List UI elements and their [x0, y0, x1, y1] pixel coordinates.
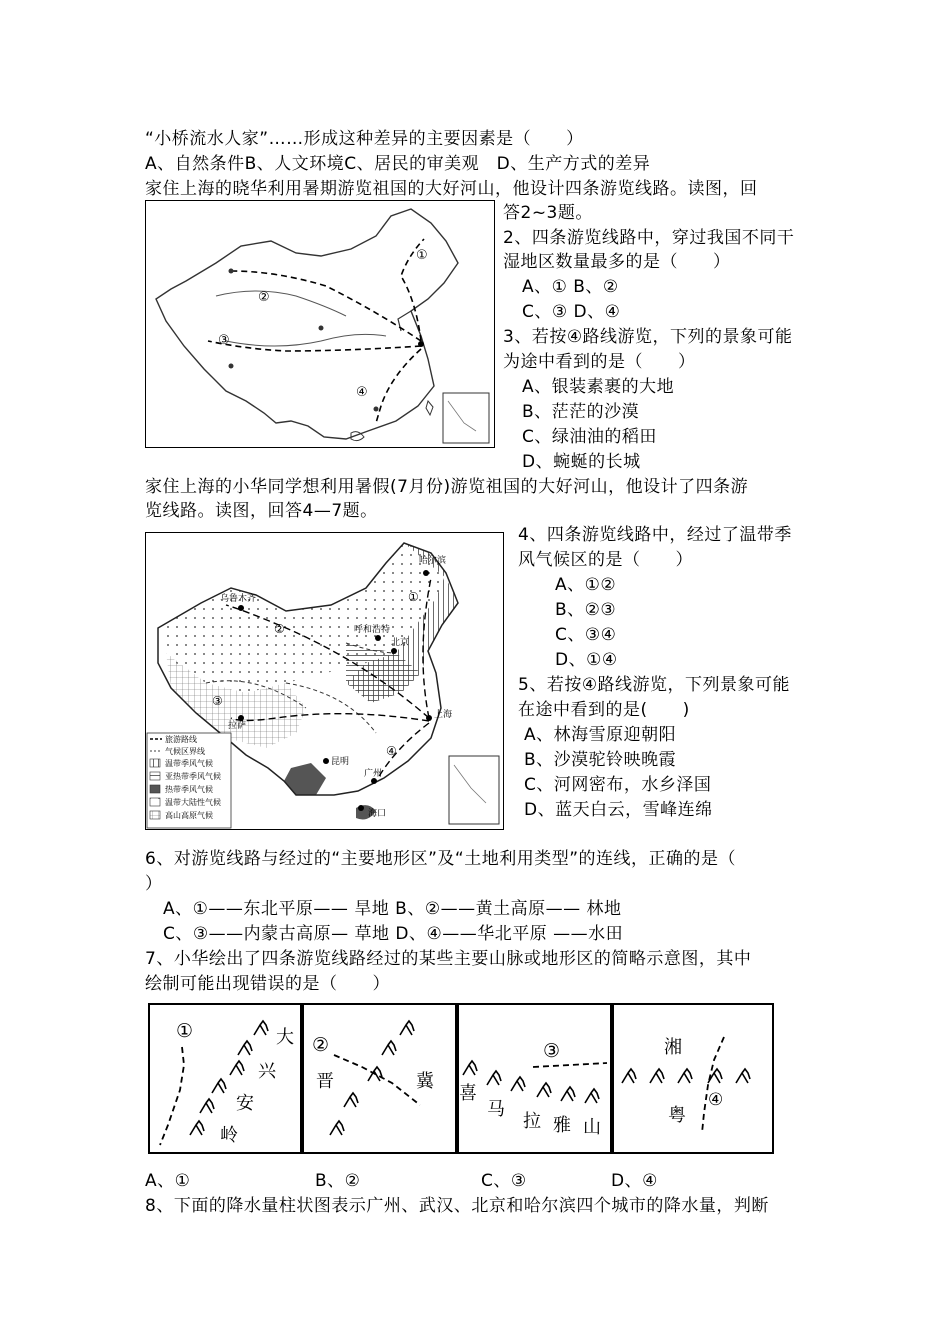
- q6-options-cd: C、③——内蒙古高原— 草地 D、④——华北平原 ——水田: [163, 924, 624, 944]
- legend-item-plateau: 高山高原气候: [165, 811, 213, 820]
- q3-option-c: C、绿油油的稻田: [522, 427, 657, 447]
- q4-stem-cont: 风气候区的是（ ）: [518, 550, 693, 570]
- panel2-char-ji: 冀: [416, 1071, 434, 1092]
- map1-label-r1: ①: [416, 248, 428, 263]
- q6-stem: 6、对游览线路与经过的“主要地形区”及“土地利用类型”的连线，正确的是（: [145, 849, 737, 869]
- section1-stem-cont: 答2~3题。: [503, 203, 593, 223]
- q7-option-c: C、③: [481, 1171, 527, 1191]
- panel4-number: ④: [708, 1090, 724, 1110]
- panel1-char-xing: 兴: [258, 1061, 276, 1082]
- panel4-char-yue: 粤: [668, 1105, 686, 1126]
- q3-option-b: B、茫茫的沙漠: [522, 402, 640, 422]
- q4-option-c: C、③④: [555, 625, 617, 645]
- q8-stem: 8、下面的降水量柱状图表示广州、武汉、北京和哈尔滨四个城市的降水量，判断: [145, 1196, 769, 1216]
- map2-label-harbin: 哈尔滨: [419, 556, 447, 566]
- q2-options-cd: C、③ D、④: [522, 302, 621, 322]
- map1-label-r3: ③: [218, 333, 230, 348]
- map2-label-r1: ①: [408, 590, 419, 604]
- map2-label-urumqi: 乌鲁木齐: [220, 594, 257, 604]
- panel3-char-ma: 马: [487, 1099, 505, 1120]
- q5-stem-cont: 在途中看到的是( ): [518, 700, 690, 720]
- q6-options-ab: A、①——东北平原—— 旱地 B、②——黄土高原—— 林地: [163, 899, 622, 919]
- q7-panel-3: [455, 1003, 614, 1154]
- legend-item-temperate-monsoon: 温带季风气候: [165, 759, 213, 768]
- q6-stem-cont: ）: [145, 874, 163, 894]
- legend-item-tropical-monsoon: 热带季风气候: [165, 785, 213, 794]
- map2-label-r3: ③: [212, 694, 223, 708]
- route-map-1: [145, 200, 495, 448]
- q5-option-d: D、蓝天白云，雪峰连绵: [524, 800, 713, 820]
- section2-stem: 家住上海的小华同学想利用暑假(7月份)游览祖国的大好河山，他设计了四条游: [145, 477, 749, 497]
- q7-panel-1: [148, 1003, 304, 1154]
- climate-legend: [147, 733, 231, 828]
- panel3-char-ya: 雅: [553, 1115, 571, 1136]
- section1-stem: 家住上海的晓华利用暑期游览祖国的大好河山，他设计四条游览线路。读图，回: [145, 179, 758, 199]
- q3-option-d: D、蜿蜒的长城: [522, 452, 641, 472]
- panel3-char-xi: 喜: [459, 1083, 477, 1104]
- map2-label-haikou: 海口: [368, 809, 387, 819]
- q5-option-a: A、林海雪原迎朝阳: [524, 725, 677, 745]
- q4-option-d: D、①④: [555, 650, 618, 670]
- intro-line-1: “小桥流水人家”……形成这种差异的主要因素是（ ）: [145, 129, 584, 149]
- china-climate-map-2: [146, 533, 503, 829]
- panel1-number: ①: [176, 1020, 194, 1042]
- map2-label-beijing: 北京: [391, 638, 410, 648]
- panel2-number: ②: [312, 1034, 330, 1056]
- q7-panel-4: [610, 1003, 774, 1154]
- map1-label-r2: ②: [258, 290, 270, 305]
- intro-options: A、自然条件B、人文环境C、居民的审美观 D、生产方式的差异: [145, 154, 651, 174]
- map2-label-lhasa: 拉萨: [228, 721, 247, 731]
- map2-label-shanghai: 上海: [434, 710, 453, 720]
- q3-stem-cont: 为途中看到的是（ ）: [503, 352, 696, 372]
- map2-label-guangzhou: 广州: [364, 769, 383, 779]
- q7-stem: 7、小华绘出了四条游览线路经过的某些主要山脉或地形区的简略示意图，其中: [145, 949, 752, 969]
- legend-item-route: 旅游路线: [165, 735, 197, 744]
- q5-option-c: C、河网密布，水乡泽国: [524, 775, 712, 795]
- panel3-number: ③: [543, 1040, 561, 1062]
- route-map-2: [145, 532, 504, 830]
- q7-panel-2: [300, 1003, 459, 1154]
- map2-label-hohhot: 呼和浩特: [354, 625, 391, 635]
- panel4-char-xiang: 湘: [664, 1037, 682, 1058]
- q2-options-ab: A、① B、②: [522, 277, 619, 297]
- legend-item-subtropical-monsoon: 亚热带季风气候: [165, 772, 221, 781]
- q7-stem-cont: 绘制可能出现错误的是（ ）: [145, 974, 390, 994]
- q4-option-b: B、②③: [555, 600, 617, 620]
- q2-stem-cont: 湿地区数量最多的是（ ）: [503, 252, 731, 272]
- q4-stem: 4、四条游览线路中，经过了温带季: [518, 525, 792, 545]
- q7-option-b: B、②: [315, 1171, 361, 1191]
- china-outline-map-1: [146, 201, 494, 447]
- q7-option-a: A、①: [145, 1171, 191, 1191]
- panel3-char-la: 拉: [523, 1111, 541, 1132]
- map2-label-kunming: 昆明: [331, 757, 350, 767]
- legend-item-boundary: 气候区界线: [165, 747, 205, 756]
- map2-label-r2: ②: [274, 622, 285, 636]
- q5-option-b: B、沙漠驼铃映晚霞: [524, 750, 677, 770]
- panel1-char-da: 大: [276, 1027, 294, 1048]
- q7-option-d: D、④: [611, 1171, 658, 1191]
- panel1-char-an: 安: [236, 1093, 254, 1114]
- panel2-char-jin: 晋: [316, 1071, 334, 1092]
- panel1-char-ling: 岭: [220, 1125, 238, 1146]
- q5-stem: 5、若按④路线游览，下列景象可能: [518, 675, 791, 695]
- q2-stem: 2、四条游览线路中，穿过我国不同干: [503, 228, 795, 248]
- map2-label-r4: ④: [386, 744, 397, 758]
- legend-item-temperate-continental: 温带大陆性气候: [165, 798, 221, 807]
- q3-option-a: A、银装素裹的大地: [522, 377, 675, 397]
- section2-stem-cont: 览线路。读图，回答4—7题。: [145, 501, 378, 521]
- q3-stem: 3、若按④路线游览，下列的景象可能: [503, 327, 793, 347]
- q4-option-a: A、①②: [555, 575, 617, 595]
- map1-label-r4: ④: [356, 385, 368, 400]
- panel3-char-shan: 山: [583, 1117, 601, 1138]
